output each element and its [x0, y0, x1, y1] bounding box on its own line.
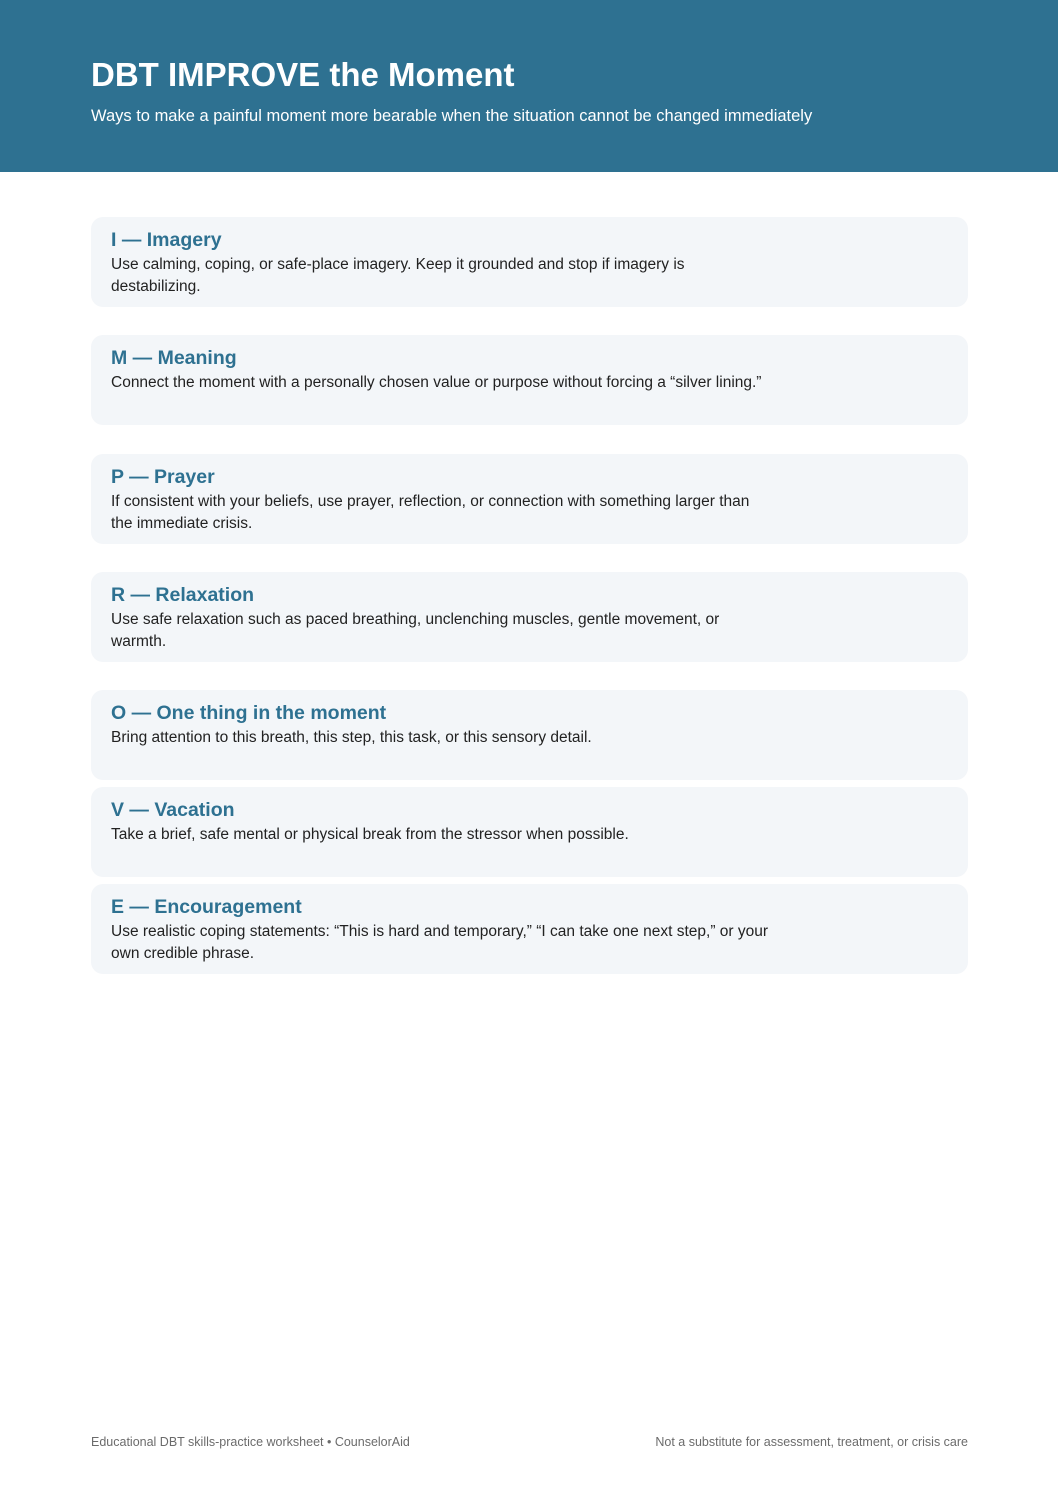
skill-description: Take a brief, safe mental or physical break from the stressor when possible. [111, 826, 629, 843]
skill-card-vacation [91, 787, 968, 877]
skill-description: Connect the moment with a personally chosen value or purpose without forcing a “silver lining.” [111, 374, 762, 391]
skill-card-encouragement [91, 884, 968, 974]
footer-source-note: Educational DBT skills-practice worksheet • CounselorAid [91, 1435, 410, 1449]
skill-title: I — Imagery [111, 229, 222, 251]
skill-title: V — Vacation [111, 799, 235, 821]
skill-title: E — Encouragement [111, 896, 302, 918]
skill-card-imagery [91, 217, 968, 307]
skill-title: P — Prayer [111, 466, 215, 488]
page-subtitle: Ways to make a painful moment more bearable when the situation cannot be changed immediately [91, 107, 813, 125]
skill-title: O — One thing in the moment [111, 702, 387, 724]
skill-description: Bring attention to this breath, this step, this task, or this sensory detail. [111, 729, 592, 746]
skill-description: Use realistic coping statements: “This is hard and temporary,” “I can take one next step,” or your own credible phrase. [111, 923, 769, 962]
skill-card-relaxation [91, 572, 968, 662]
skill-description: Use safe relaxation such as paced breathing, unclenching muscles, gentle movement, or warmth. [111, 611, 720, 650]
skill-title: M — Meaning [111, 347, 237, 369]
skill-card-prayer [91, 454, 968, 544]
skill-card-meaning [91, 335, 968, 425]
page-title: DBT IMPROVE the Moment [91, 56, 515, 93]
skill-title: R — Relaxation [111, 584, 255, 606]
skill-card-one-thing [91, 690, 968, 780]
footer-disclaimer: Not a substitute for assessment, treatment, or crisis care [655, 1435, 968, 1449]
skill-description: Use calming, coping, or safe-place imagery. Keep it grounded and stop if imagery is destabilizing. [111, 256, 685, 295]
skill-description: If consistent with your beliefs, use prayer, reflection, or connection with something larger than the immediate crisis. [111, 493, 750, 532]
header-banner [0, 0, 1058, 172]
